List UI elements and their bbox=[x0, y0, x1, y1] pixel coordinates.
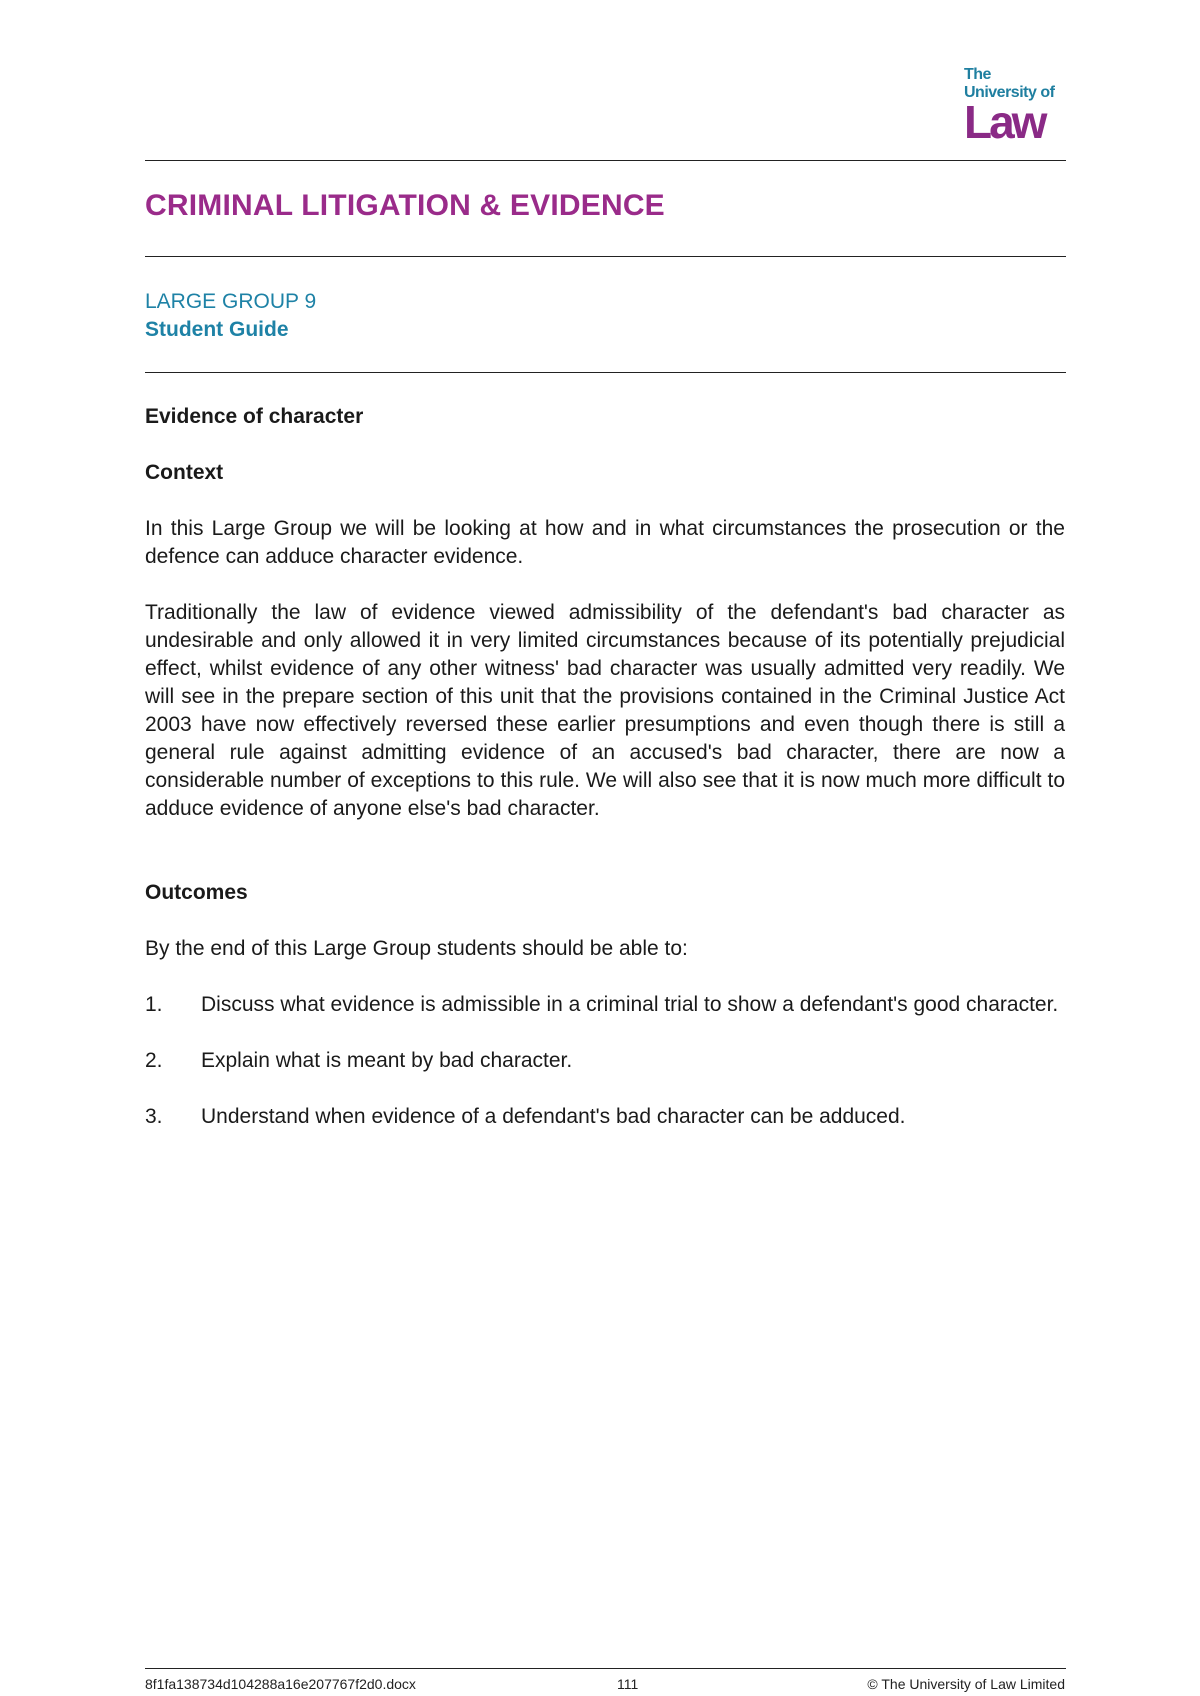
footer-filename: 8f1fa138734d104288a16e207767f2d0.docx bbox=[145, 1676, 416, 1692]
logo-line-the: The bbox=[964, 66, 991, 83]
outcome-text: Discuss what evidence is admissible in a criminal trial to show a defendant's good character. bbox=[201, 993, 1059, 1016]
divider-header bbox=[145, 372, 1066, 373]
outcomes-intro: By the end of this Large Group students should be able to: bbox=[145, 937, 688, 960]
document-title: CRIMINAL LITIGATION & EVIDENCE bbox=[145, 189, 665, 222]
university-of-law-logo bbox=[964, 66, 1064, 148]
outcome-number: 1. bbox=[145, 993, 163, 1016]
large-group-label: LARGE GROUP 9 bbox=[145, 290, 317, 313]
context-heading: Context bbox=[145, 461, 224, 484]
divider-top bbox=[145, 160, 1066, 161]
outcome-text: Understand when evidence of a defendant's bad character can be adduced. bbox=[201, 1105, 906, 1128]
outcomes-heading: Outcomes bbox=[145, 881, 248, 904]
outcome-number: 2. bbox=[145, 1049, 163, 1072]
outcome-item-1 bbox=[145, 991, 1065, 1019]
divider-footer bbox=[145, 1668, 1066, 1669]
outcome-number: 3. bbox=[145, 1105, 163, 1128]
student-guide-label: Student Guide bbox=[145, 318, 289, 341]
topic-heading: Evidence of character bbox=[145, 405, 364, 428]
group-heading bbox=[145, 288, 316, 344]
context-paragraph-2: Traditionally the law of evidence viewed admissibility of the defendant's bad character as undesirable and only allowed it in very limited circumstances because of its potentially prejudicial effect, whilst evidence of any other witness' bad character was usually admitted very readily. We will see in the prepare section of this unit that the provisions contained in the Criminal Justice Act 2003 have now effectively reversed these earlier presumptions and even though there is still a general rule against admitting evidence of an accused's bad character, there are now a considerable number of exceptions to this rule. We will also see that it is now much more difficult to adduce evidence of anyone else's bad character. bbox=[145, 601, 1065, 820]
outcome-item-2 bbox=[145, 1047, 1065, 1075]
outcome-text: Explain what is meant by bad character. bbox=[201, 1049, 573, 1072]
logo-line-law: Law bbox=[964, 96, 1045, 148]
logo-line-university: University of bbox=[964, 84, 1055, 101]
context-paragraph-1: In this Large Group we will be looking at how and in what circumstances the prosecution or the defence can adduce character evidence. bbox=[145, 517, 1065, 568]
divider-title bbox=[145, 256, 1066, 257]
main-content bbox=[145, 403, 1065, 1131]
outcome-item-3 bbox=[145, 1103, 1065, 1131]
footer-copyright: © The University of Law Limited bbox=[867, 1676, 1065, 1692]
footer-page-number: 111 bbox=[617, 1676, 639, 1692]
